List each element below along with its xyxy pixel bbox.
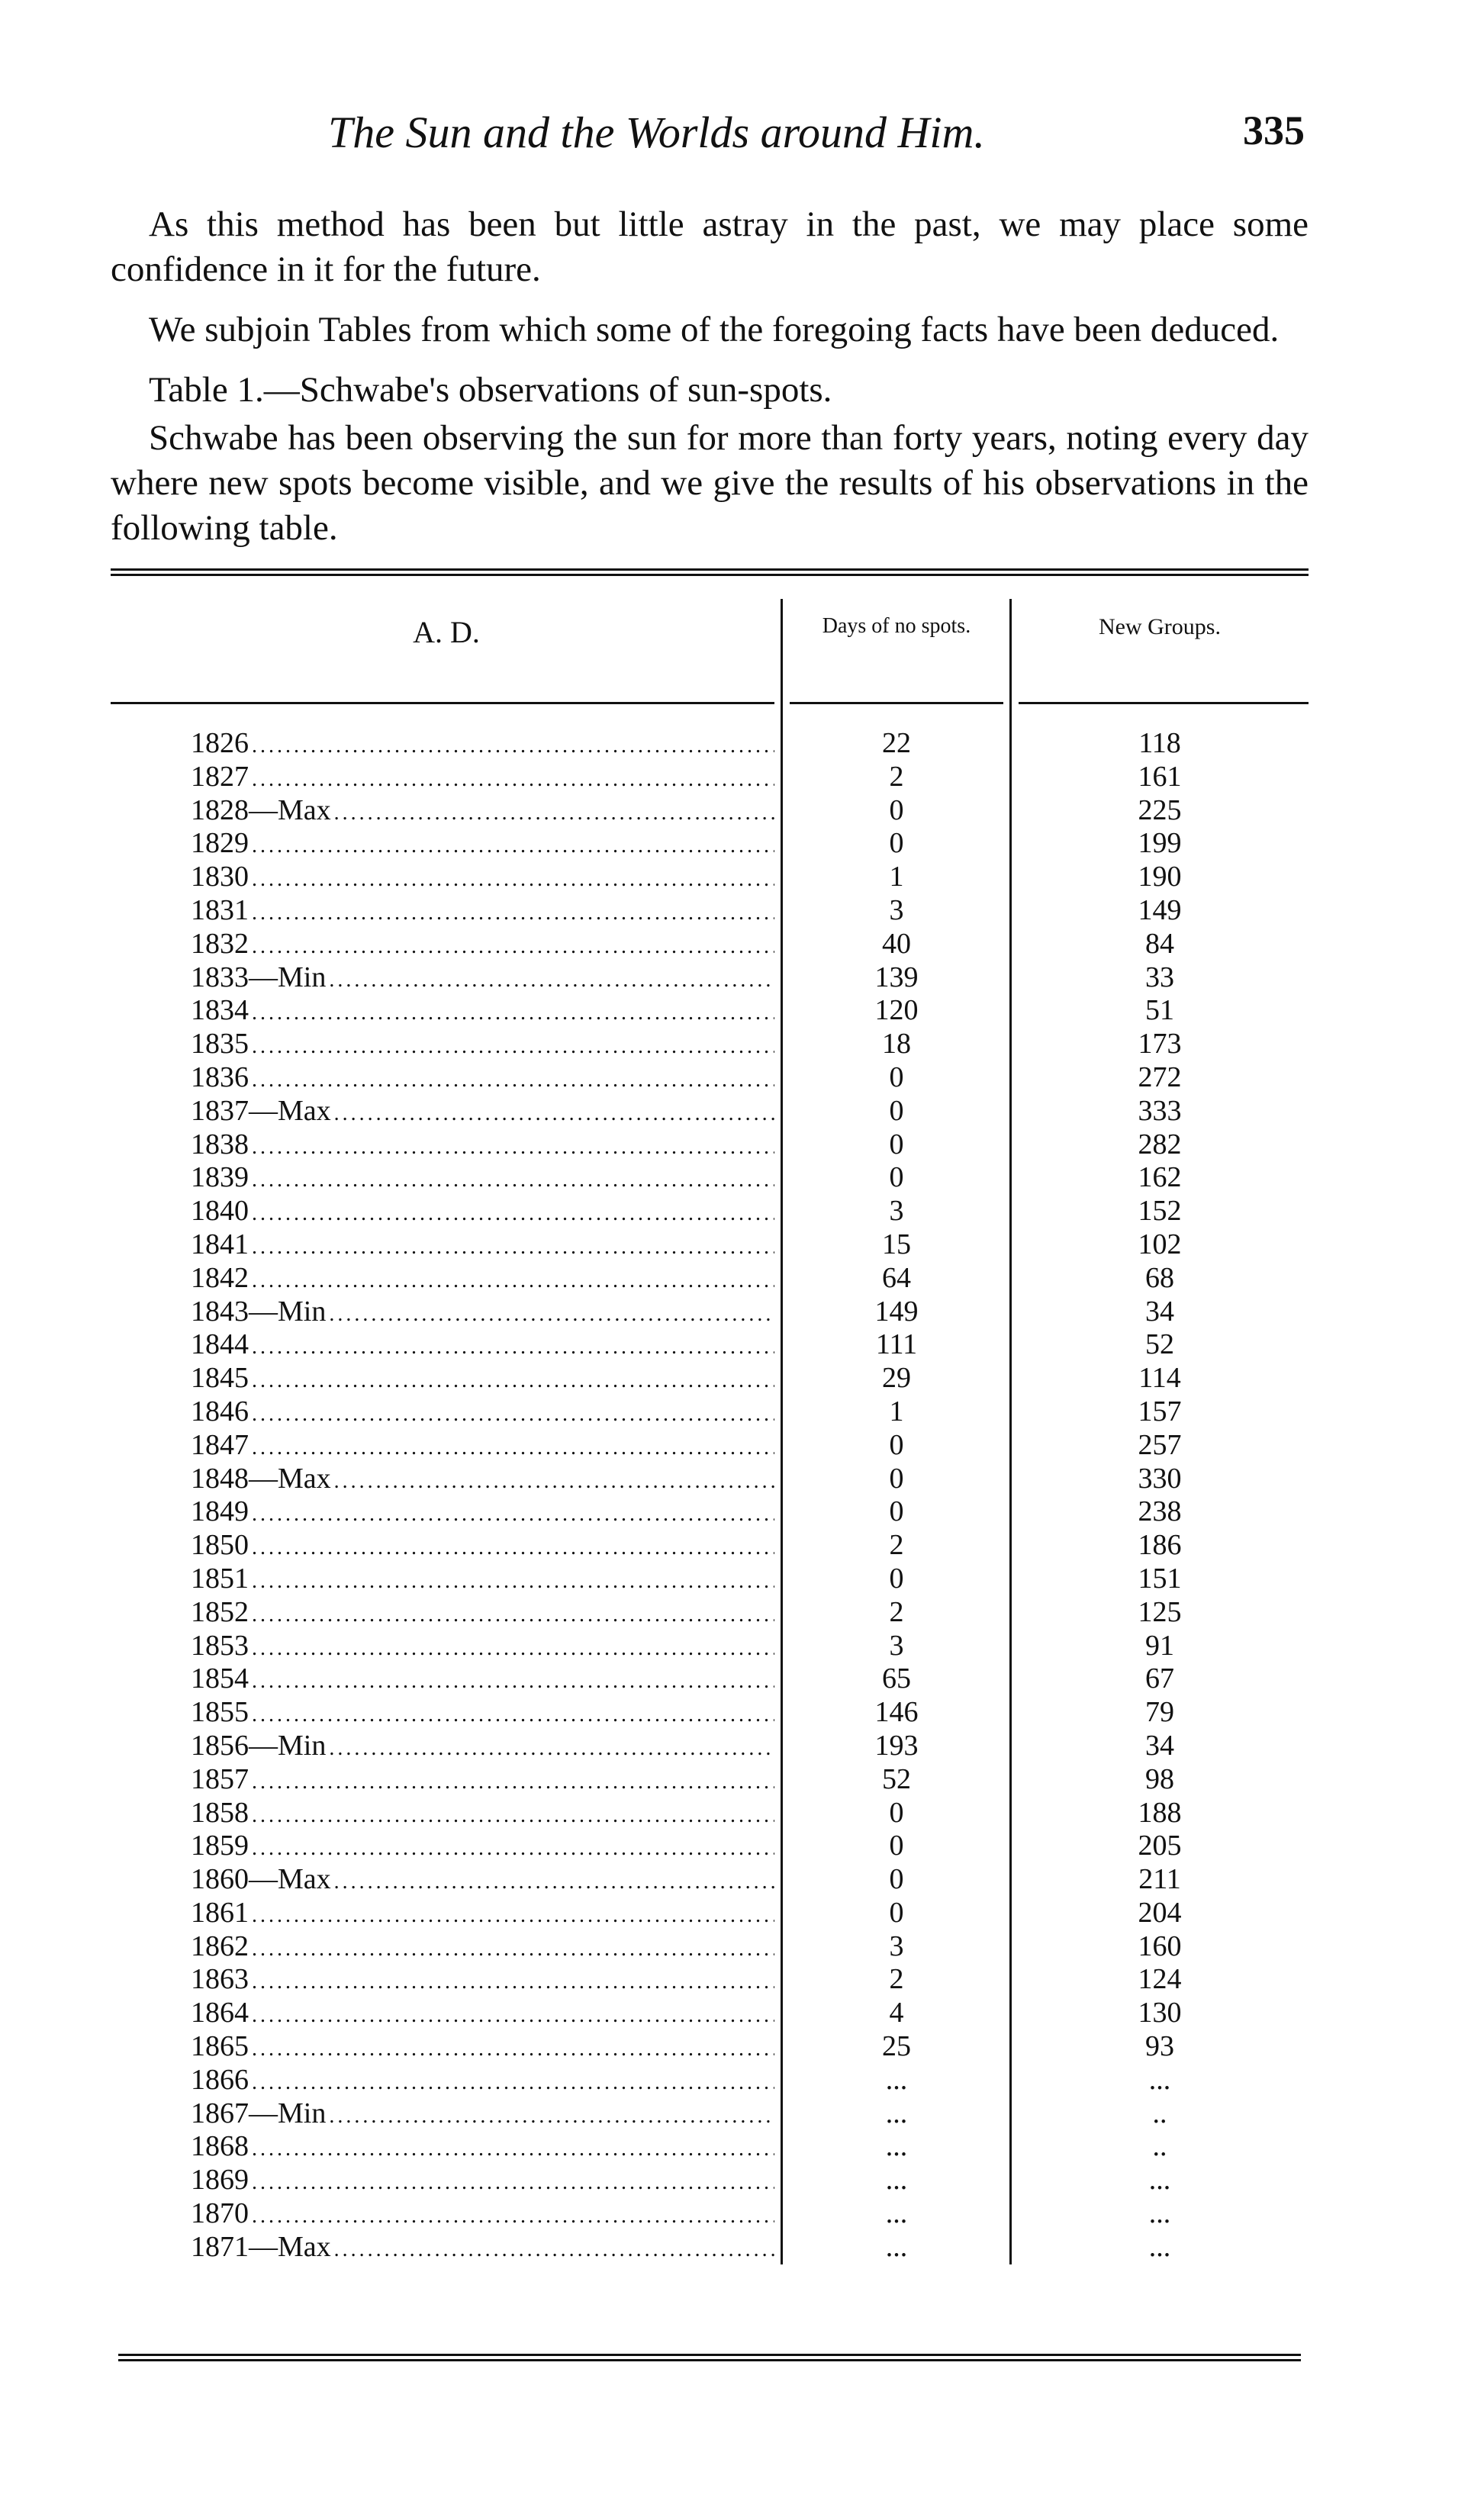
- year-cell: [111, 1963, 782, 1997]
- year-cell: [111, 727, 782, 761]
- new-groups-cell: 98: [1145, 1762, 1174, 1795]
- year-label: 1827: [191, 760, 249, 793]
- days-no-spots-cell: 3: [889, 893, 904, 926]
- year-cell: [111, 1362, 782, 1395]
- dot-leader: [252, 1698, 774, 1730]
- year-cell: [111, 994, 782, 1028]
- days-no-spots-cell: 0: [889, 1830, 904, 1862]
- days-no-spots-cell: 2: [889, 1529, 904, 1562]
- new-groups-cell: ..: [1152, 2130, 1167, 2163]
- table-row: [111, 2231, 1309, 2264]
- days-no-spots-cell: 1: [889, 861, 904, 893]
- table-row: [111, 1463, 1309, 1496]
- header-rule: [1019, 702, 1309, 704]
- year-cell: [111, 1161, 782, 1195]
- dot-leader: [252, 1933, 774, 1964]
- table-row: [111, 1563, 1309, 1596]
- days-no-spots-cell: 22: [882, 727, 911, 759]
- table-row: [111, 1161, 1309, 1195]
- dot-leader: [252, 1632, 774, 1663]
- new-groups-cell: 257: [1138, 1428, 1182, 1461]
- days-no-spots-cell: 139: [874, 961, 919, 993]
- table-row: [111, 1897, 1309, 1930]
- days-no-spots-cell: 0: [889, 1796, 904, 1829]
- year-label: 1835: [191, 1028, 249, 1061]
- page-number: 335: [1243, 108, 1305, 153]
- days-no-spots-cell: ...: [885, 2130, 908, 2163]
- days-no-spots-cell: 111: [875, 1328, 918, 1361]
- table-row: [111, 861, 1309, 894]
- dot-leader: [252, 863, 774, 894]
- year-cell: [111, 1863, 782, 1897]
- days-no-spots-cell: 25: [882, 2030, 911, 2063]
- year-label: 1865: [191, 2030, 249, 2063]
- table-row: [111, 994, 1309, 1028]
- new-groups-cell: 34: [1145, 1295, 1174, 1328]
- year-cell: [111, 1228, 782, 1262]
- table-row: [111, 1997, 1309, 2030]
- year-label: 1837—Max: [191, 1094, 331, 1127]
- dot-leader: [252, 1398, 774, 1429]
- year-label: 1861: [191, 1896, 249, 1929]
- days-no-spots-cell: 0: [889, 1495, 904, 1528]
- new-groups-cell: 130: [1138, 1997, 1182, 2029]
- days-no-spots-cell: 2: [889, 760, 904, 793]
- table-row: [111, 727, 1309, 761]
- year-label: 1860—Max: [191, 1863, 331, 1896]
- days-no-spots-cell: ...: [885, 2230, 908, 2263]
- year-cell: [111, 761, 782, 794]
- table-row: [111, 1930, 1309, 1964]
- year-label: 1845: [191, 1362, 249, 1395]
- new-groups-cell: 330: [1138, 1462, 1182, 1495]
- year-label: 1830: [191, 861, 249, 893]
- header-rule: [111, 702, 774, 704]
- new-groups-cell: 52: [1145, 1328, 1174, 1361]
- year-label: 1840: [191, 1195, 249, 1228]
- days-no-spots-cell: 2: [889, 1963, 904, 1996]
- table-row: [111, 1797, 1309, 1830]
- table-row: [111, 1262, 1309, 1296]
- table-row: [111, 2030, 1309, 2064]
- year-cell: [111, 1897, 782, 1930]
- days-no-spots-cell: 120: [874, 994, 919, 1027]
- dot-leader: [252, 1799, 774, 1830]
- new-groups-cell: ...: [1148, 2197, 1171, 2230]
- year-label: 1828—Max: [191, 793, 331, 826]
- year-label: 1862: [191, 1930, 249, 1962]
- days-no-spots-cell: 0: [889, 1061, 904, 1093]
- table-row: [111, 1596, 1309, 1630]
- header-year: A. D.: [413, 615, 480, 649]
- table-bottom-rule: [118, 2354, 1301, 2361]
- year-label: 1868: [191, 2130, 249, 2163]
- dot-leader: [329, 1298, 774, 1329]
- dot-leader: [252, 1665, 774, 1696]
- days-no-spots-cell: ...: [885, 2063, 908, 2096]
- year-label: 1871—Max: [191, 2230, 331, 2263]
- table-row: [111, 1863, 1309, 1897]
- year-cell: [111, 1662, 782, 1696]
- year-label: 1866: [191, 2063, 249, 2096]
- dot-leader: [252, 1131, 774, 1162]
- header-days-no-spots: Days of no spots.: [822, 614, 971, 638]
- table-row: [111, 1195, 1309, 1228]
- days-no-spots-cell: 0: [889, 1562, 904, 1595]
- new-groups-cell: 93: [1145, 2030, 1174, 2063]
- year-cell: [111, 1095, 782, 1128]
- year-cell: [111, 928, 782, 961]
- dot-leader: [252, 1364, 774, 1395]
- year-cell: [111, 1696, 782, 1730]
- year-cell: [111, 1730, 782, 1763]
- dot-leader: [329, 964, 774, 995]
- year-label: 1836: [191, 1061, 249, 1093]
- days-no-spots-cell: 0: [889, 827, 904, 860]
- table-row: [111, 1730, 1309, 1763]
- year-cell: [111, 1395, 782, 1429]
- year-label: 1829: [191, 827, 249, 860]
- days-no-spots-cell: ...: [885, 2097, 908, 2129]
- new-groups-cell: 51: [1145, 994, 1174, 1027]
- new-groups-cell: 186: [1138, 1529, 1182, 1562]
- new-groups-cell: 34: [1145, 1729, 1174, 1762]
- new-groups-cell: 238: [1138, 1495, 1182, 1528]
- days-no-spots-cell: 0: [889, 1462, 904, 1495]
- running-title: The Sun and the Worlds around Him.: [328, 108, 985, 157]
- header-new-groups: New Groups.: [1099, 614, 1221, 639]
- year-label: 1833—Min: [191, 961, 327, 993]
- year-cell: [111, 2130, 782, 2164]
- days-no-spots-cell: 3: [889, 1629, 904, 1662]
- year-cell: [111, 2064, 782, 2097]
- new-groups-cell: ...: [1148, 2230, 1171, 2263]
- year-cell: [111, 794, 782, 828]
- year-label: 1864: [191, 1997, 249, 2029]
- new-groups-cell: 204: [1138, 1896, 1182, 1929]
- header-rule: [790, 702, 1003, 704]
- new-groups-cell: 205: [1138, 1830, 1182, 1862]
- dot-leader: [252, 2200, 774, 2231]
- year-cell: [111, 1328, 782, 1362]
- table-row: [111, 1529, 1309, 1563]
- dot-leader: [252, 1164, 774, 1195]
- table-row: [111, 1228, 1309, 1262]
- days-no-spots-cell: 146: [874, 1696, 919, 1729]
- year-label: 1853: [191, 1629, 249, 1662]
- table-row: [111, 1429, 1309, 1463]
- new-groups-cell: 91: [1145, 1629, 1174, 1662]
- year-cell: [111, 1596, 782, 1630]
- year-label: 1848—Max: [191, 1462, 331, 1495]
- year-label: 1847: [191, 1428, 249, 1461]
- column-divider: [781, 713, 783, 2264]
- table-body: [111, 713, 1309, 2264]
- new-groups-cell: 282: [1138, 1128, 1182, 1160]
- new-groups-cell: 149: [1138, 893, 1182, 926]
- table-top-rule: [111, 568, 1309, 576]
- table-row: [111, 1095, 1309, 1128]
- year-cell: [111, 1529, 782, 1563]
- dot-leader: [252, 2033, 774, 2064]
- year-label: 1863: [191, 1963, 249, 1996]
- paragraph: We subjoin Tables from which some of the foregoing facts have been deduced.: [149, 310, 1280, 349]
- new-groups-cell: 152: [1138, 1195, 1182, 1228]
- year-label: 1858: [191, 1796, 249, 1829]
- year-cell: [111, 1797, 782, 1830]
- days-no-spots-cell: 0: [889, 1896, 904, 1929]
- year-label: 1841: [191, 1228, 249, 1260]
- table-caption: Table 1.—Schwabe's observations of sun-spots.: [149, 370, 832, 410]
- year-label: 1831: [191, 893, 249, 926]
- dot-leader: [252, 1832, 774, 1863]
- new-groups-cell: 272: [1138, 1061, 1182, 1093]
- table-row: [111, 1696, 1309, 1730]
- new-groups-cell: 333: [1138, 1094, 1182, 1127]
- table-row: [111, 894, 1309, 928]
- dot-leader: [334, 1865, 774, 1897]
- table-row: [111, 1296, 1309, 1329]
- dot-leader: [252, 1264, 774, 1296]
- year-cell: [111, 1630, 782, 1663]
- table-row: [111, 1630, 1309, 1663]
- year-label: 1850: [191, 1529, 249, 1562]
- days-no-spots-cell: 0: [889, 1094, 904, 1127]
- days-no-spots-cell: 65: [882, 1662, 911, 1695]
- table-row: [111, 1362, 1309, 1395]
- dot-leader: [252, 1064, 774, 1095]
- dot-leader: [252, 1331, 774, 1362]
- year-label: 1851: [191, 1562, 249, 1595]
- days-no-spots-cell: 4: [889, 1997, 904, 2029]
- table-row: [111, 1495, 1309, 1529]
- dot-leader: [252, 1765, 774, 1797]
- year-cell: [111, 1296, 782, 1329]
- dot-leader: [252, 729, 774, 761]
- paragraph: Schwabe has been observing the sun for more than forty years, noting every day where new spots become visible, and we give the results of his observations in the following table.: [111, 418, 1309, 548]
- year-cell: [111, 1495, 782, 1529]
- table-row: [111, 2064, 1309, 2097]
- year-cell: [111, 2164, 782, 2197]
- year-label: 1867—Min: [191, 2097, 327, 2129]
- dot-leader: [252, 2166, 774, 2197]
- dot-leader: [334, 1097, 774, 1128]
- table-row: [111, 2197, 1309, 2231]
- new-groups-cell: 173: [1138, 1028, 1182, 1061]
- year-label: 1859: [191, 1830, 249, 1862]
- year-label: 1832: [191, 927, 249, 960]
- year-label: 1855: [191, 1696, 249, 1729]
- table-row: [111, 1328, 1309, 1362]
- days-no-spots-cell: 3: [889, 1930, 904, 1962]
- year-cell: [111, 1930, 782, 1964]
- dot-leader: [252, 1431, 774, 1463]
- table-row: [111, 1061, 1309, 1095]
- new-groups-cell: ...: [1148, 2164, 1171, 2197]
- table-row: [111, 2097, 1309, 2131]
- year-cell: [111, 1997, 782, 2030]
- new-groups-cell: ..: [1152, 2097, 1167, 2129]
- year-label: 1870: [191, 2197, 249, 2230]
- year-cell: [111, 2197, 782, 2231]
- new-groups-cell: 118: [1138, 727, 1181, 759]
- table-row: [111, 2130, 1309, 2164]
- year-cell: [111, 1563, 782, 1596]
- days-no-spots-cell: 52: [882, 1762, 911, 1795]
- year-label: 1838: [191, 1128, 249, 1160]
- table-row: [111, 1830, 1309, 1863]
- new-groups-cell: 68: [1145, 1261, 1174, 1294]
- dot-leader: [334, 1465, 774, 1496]
- year-cell: [111, 1463, 782, 1496]
- year-cell: [111, 827, 782, 861]
- column-divider: [1009, 713, 1012, 2264]
- dot-leader: [252, 829, 774, 861]
- dot-leader: [252, 1197, 774, 1228]
- new-groups-cell: 190: [1138, 861, 1182, 893]
- year-label: 1854: [191, 1662, 249, 1695]
- days-no-spots-cell: 40: [882, 927, 911, 960]
- days-no-spots-cell: 0: [889, 1128, 904, 1160]
- days-no-spots-cell: 15: [882, 1228, 911, 1260]
- new-groups-cell: 161: [1138, 760, 1182, 793]
- year-label: 1852: [191, 1595, 249, 1628]
- year-label: 1843—Min: [191, 1295, 327, 1328]
- days-no-spots-cell: 2: [889, 1595, 904, 1628]
- year-cell: [111, 894, 782, 928]
- year-label: 1844: [191, 1328, 249, 1361]
- days-no-spots-cell: 29: [882, 1362, 911, 1395]
- year-label: 1869: [191, 2164, 249, 2197]
- new-groups-cell: 211: [1138, 1863, 1181, 1896]
- year-cell: [111, 2097, 782, 2131]
- dot-leader: [334, 2233, 774, 2264]
- table-row: [111, 1963, 1309, 1997]
- days-no-spots-cell: 0: [889, 1428, 904, 1461]
- table-row: [111, 761, 1309, 794]
- column-divider: [781, 599, 783, 721]
- column-divider: [1009, 599, 1012, 721]
- new-groups-cell: 199: [1138, 827, 1182, 860]
- year-label: 1842: [191, 1261, 249, 1294]
- new-groups-cell: 67: [1145, 1662, 1174, 1695]
- year-label: 1849: [191, 1495, 249, 1528]
- dot-leader: [252, 1899, 774, 1930]
- dot-leader: [252, 1531, 774, 1563]
- table-row: [111, 1662, 1309, 1696]
- dot-leader: [329, 1732, 774, 1763]
- dot-leader: [252, 1231, 774, 1262]
- year-label: 1834: [191, 994, 249, 1027]
- dot-leader: [329, 2100, 774, 2131]
- days-no-spots-cell: ...: [885, 2197, 908, 2230]
- new-groups-cell: 225: [1138, 793, 1182, 826]
- days-no-spots-cell: 64: [882, 1261, 911, 1294]
- year-cell: [111, 1763, 782, 1797]
- table-row: [111, 1763, 1309, 1797]
- dot-leader: [252, 2132, 774, 2164]
- new-groups-cell: 151: [1138, 1562, 1182, 1595]
- dot-leader: [252, 930, 774, 961]
- table-row: [111, 961, 1309, 995]
- new-groups-cell: 188: [1138, 1796, 1182, 1829]
- table-header: [111, 576, 1309, 713]
- table-row: [111, 2164, 1309, 2197]
- paragraph: As this method has been but little astray in the past, we may place some confidence in it for the future.: [111, 204, 1309, 289]
- new-groups-cell: 114: [1138, 1362, 1181, 1395]
- year-cell: [111, 861, 782, 894]
- year-cell: [111, 1061, 782, 1095]
- year-cell: [111, 1830, 782, 1863]
- dot-leader: [252, 896, 774, 928]
- year-cell: [111, 1028, 782, 1061]
- sunspot-table: [111, 568, 1309, 2264]
- new-groups-cell: 84: [1145, 927, 1174, 960]
- new-groups-cell: 102: [1138, 1228, 1182, 1260]
- new-groups-cell: 160: [1138, 1930, 1182, 1962]
- year-cell: [111, 1429, 782, 1463]
- table-row: [111, 827, 1309, 861]
- days-no-spots-cell: 18: [882, 1028, 911, 1061]
- new-groups-cell: 79: [1145, 1696, 1174, 1729]
- days-no-spots-cell: ...: [885, 2164, 908, 2197]
- dot-leader: [252, 1498, 774, 1529]
- year-cell: [111, 1128, 782, 1162]
- days-no-spots-cell: 1: [889, 1395, 904, 1427]
- year-label: 1857: [191, 1762, 249, 1795]
- table-row: [111, 928, 1309, 961]
- year-cell: [111, 2231, 782, 2264]
- days-no-spots-cell: 0: [889, 1161, 904, 1194]
- year-label: 1846: [191, 1395, 249, 1427]
- dot-leader: [252, 1965, 774, 1997]
- year-cell: [111, 1262, 782, 1296]
- dot-leader: [252, 2066, 774, 2097]
- days-no-spots-cell: 149: [874, 1295, 919, 1328]
- page-header: [328, 107, 1305, 168]
- new-groups-cell: ...: [1148, 2063, 1171, 2096]
- year-cell: [111, 1195, 782, 1228]
- year-label: 1856—Min: [191, 1729, 327, 1762]
- dot-leader: [252, 1565, 774, 1596]
- table-row: [111, 1028, 1309, 1061]
- new-groups-cell: 33: [1145, 961, 1174, 993]
- year-label: 1826: [191, 727, 249, 759]
- days-no-spots-cell: 193: [874, 1729, 919, 1762]
- dot-leader: [252, 1999, 774, 2030]
- new-groups-cell: 125: [1138, 1595, 1182, 1628]
- new-groups-cell: 162: [1138, 1161, 1182, 1194]
- dot-leader: [252, 1598, 774, 1630]
- days-no-spots-cell: 3: [889, 1195, 904, 1228]
- new-groups-cell: 157: [1138, 1395, 1182, 1427]
- new-groups-cell: 124: [1138, 1963, 1182, 1996]
- days-no-spots-cell: 0: [889, 793, 904, 826]
- dot-leader: [252, 1030, 774, 1061]
- dot-leader: [252, 763, 774, 794]
- body-text: [111, 202, 1309, 566]
- year-cell: [111, 961, 782, 995]
- table-row: [111, 1395, 1309, 1429]
- dot-leader: [252, 996, 774, 1028]
- days-no-spots-cell: 0: [889, 1863, 904, 1896]
- dot-leader: [334, 797, 774, 828]
- year-cell: [111, 2030, 782, 2064]
- table-row: [111, 794, 1309, 828]
- table-row: [111, 1128, 1309, 1162]
- year-label: 1839: [191, 1161, 249, 1194]
